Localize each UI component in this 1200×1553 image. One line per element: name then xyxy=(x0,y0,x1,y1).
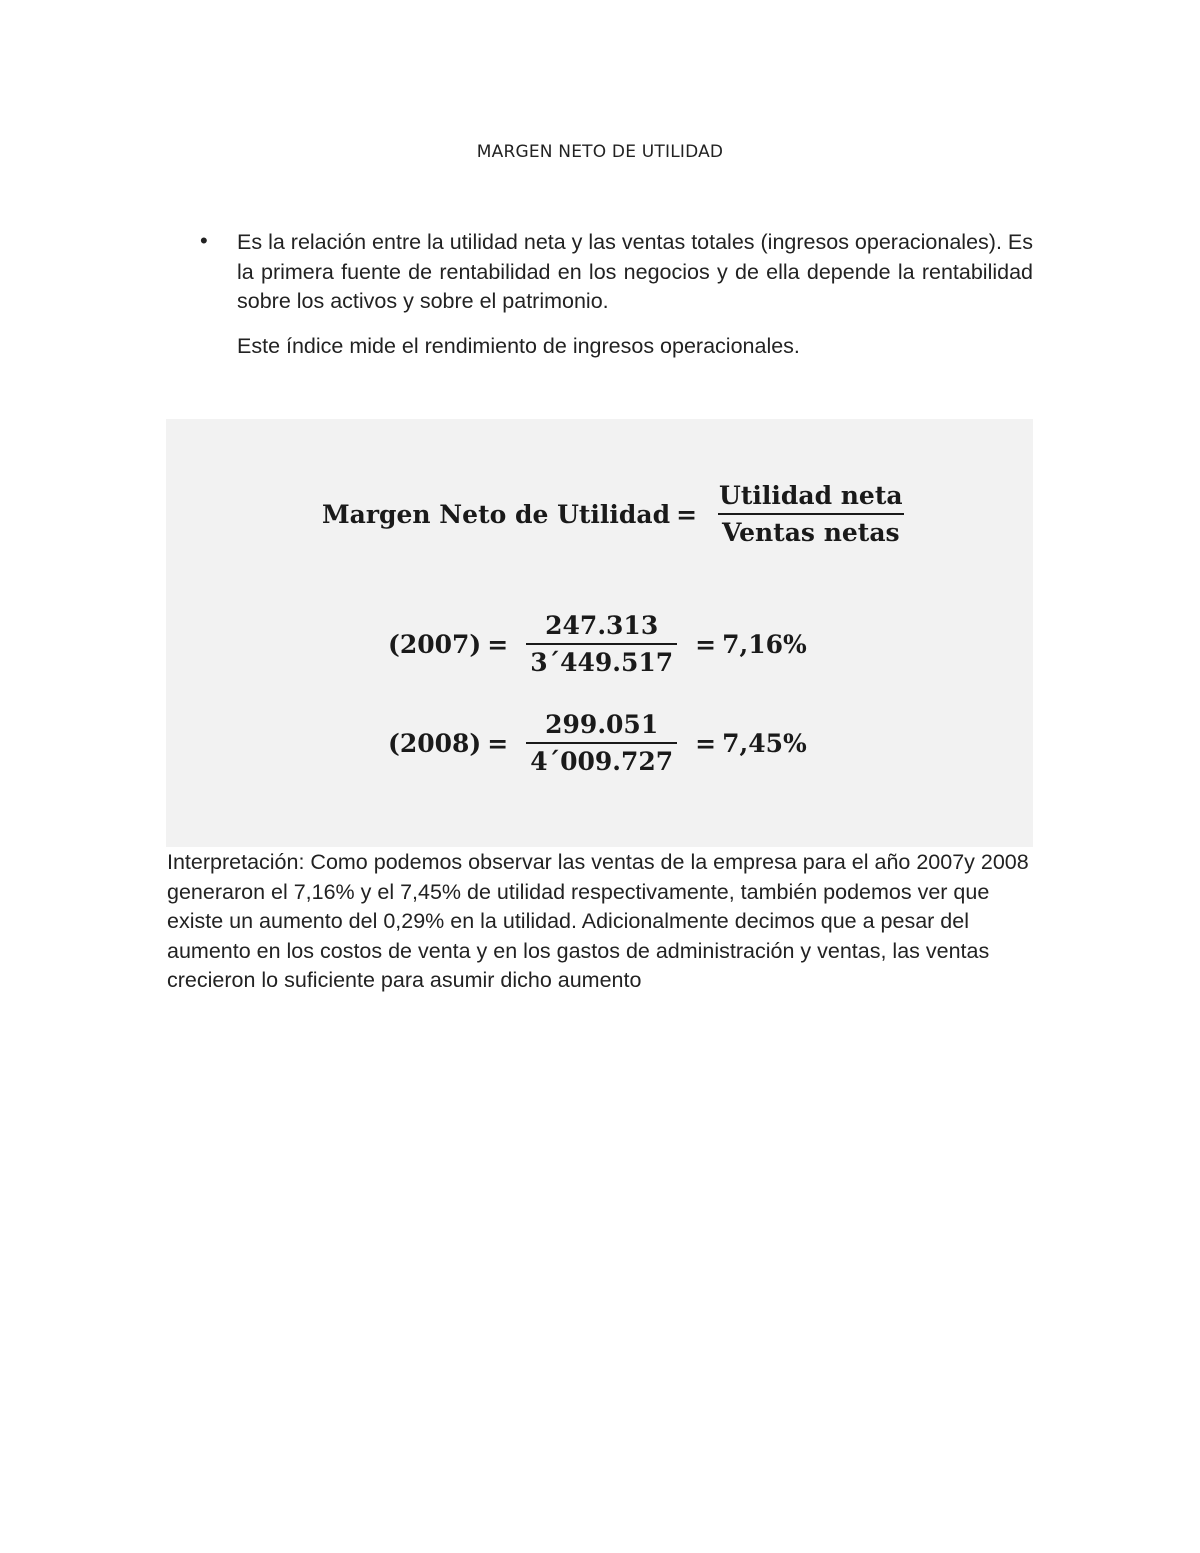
index-description: Este índice mide el rendimiento de ingresos operacionales. xyxy=(237,334,800,358)
calculation-result: 7,45% xyxy=(722,728,807,758)
calculation-2007 xyxy=(388,611,807,677)
definition-text: Es la relación entre la utilidad neta y las ventas totales (ingresos operacionales). Es la primera fuente de rentabilidad en los negocios y de ella depende la rentabilidad sobre los activos y sobre el patrimonio. xyxy=(237,230,1033,313)
equals-sign: = xyxy=(487,629,509,659)
calculation-numerator: 247.313 xyxy=(545,611,659,640)
equals-sign: = xyxy=(487,728,509,758)
year-label: (2007) xyxy=(388,629,482,659)
result-equals-sign: = xyxy=(695,728,717,758)
year-label: (2008) xyxy=(388,728,482,758)
calculation-result: 7,16% xyxy=(722,629,807,659)
formula-fraction xyxy=(715,481,907,547)
page-title: MARGEN NETO DE UTILIDAD xyxy=(476,142,724,162)
result-equals-sign: = xyxy=(695,629,717,659)
interpretation-paragraph: Interpretación: Como podemos observar las ventas de la empresa para el año 2007y 2008 generaron el 7,16% y el 7,45% de utilidad respectivamente, también podemos ver que existe un aumento del 0,29% en la utilidad. Adicionalmente decimos que a pesar del aumento en los costos de venta y en los gastos de administración y ventas, las ventas crecieron lo suficiente para asumir dicho aumento xyxy=(167,850,1029,992)
formula-numerator: Utilidad neta xyxy=(719,481,903,510)
calculation-fraction xyxy=(526,611,677,677)
formula-denominator: Ventas netas xyxy=(718,513,904,547)
formula-image xyxy=(166,419,1033,847)
bullet-icon: • xyxy=(200,228,208,253)
formula-equals: = xyxy=(676,499,698,529)
calculation-denominator: 3´449.517 xyxy=(526,643,677,677)
formula-definition xyxy=(322,481,919,547)
calculation-numerator: 299.051 xyxy=(545,710,659,739)
calculation-2008 xyxy=(388,710,807,776)
calculation-denominator: 4´009.727 xyxy=(526,742,677,776)
calculation-fraction xyxy=(526,710,677,776)
formula-label: Margen Neto de Utilidad xyxy=(322,499,671,529)
